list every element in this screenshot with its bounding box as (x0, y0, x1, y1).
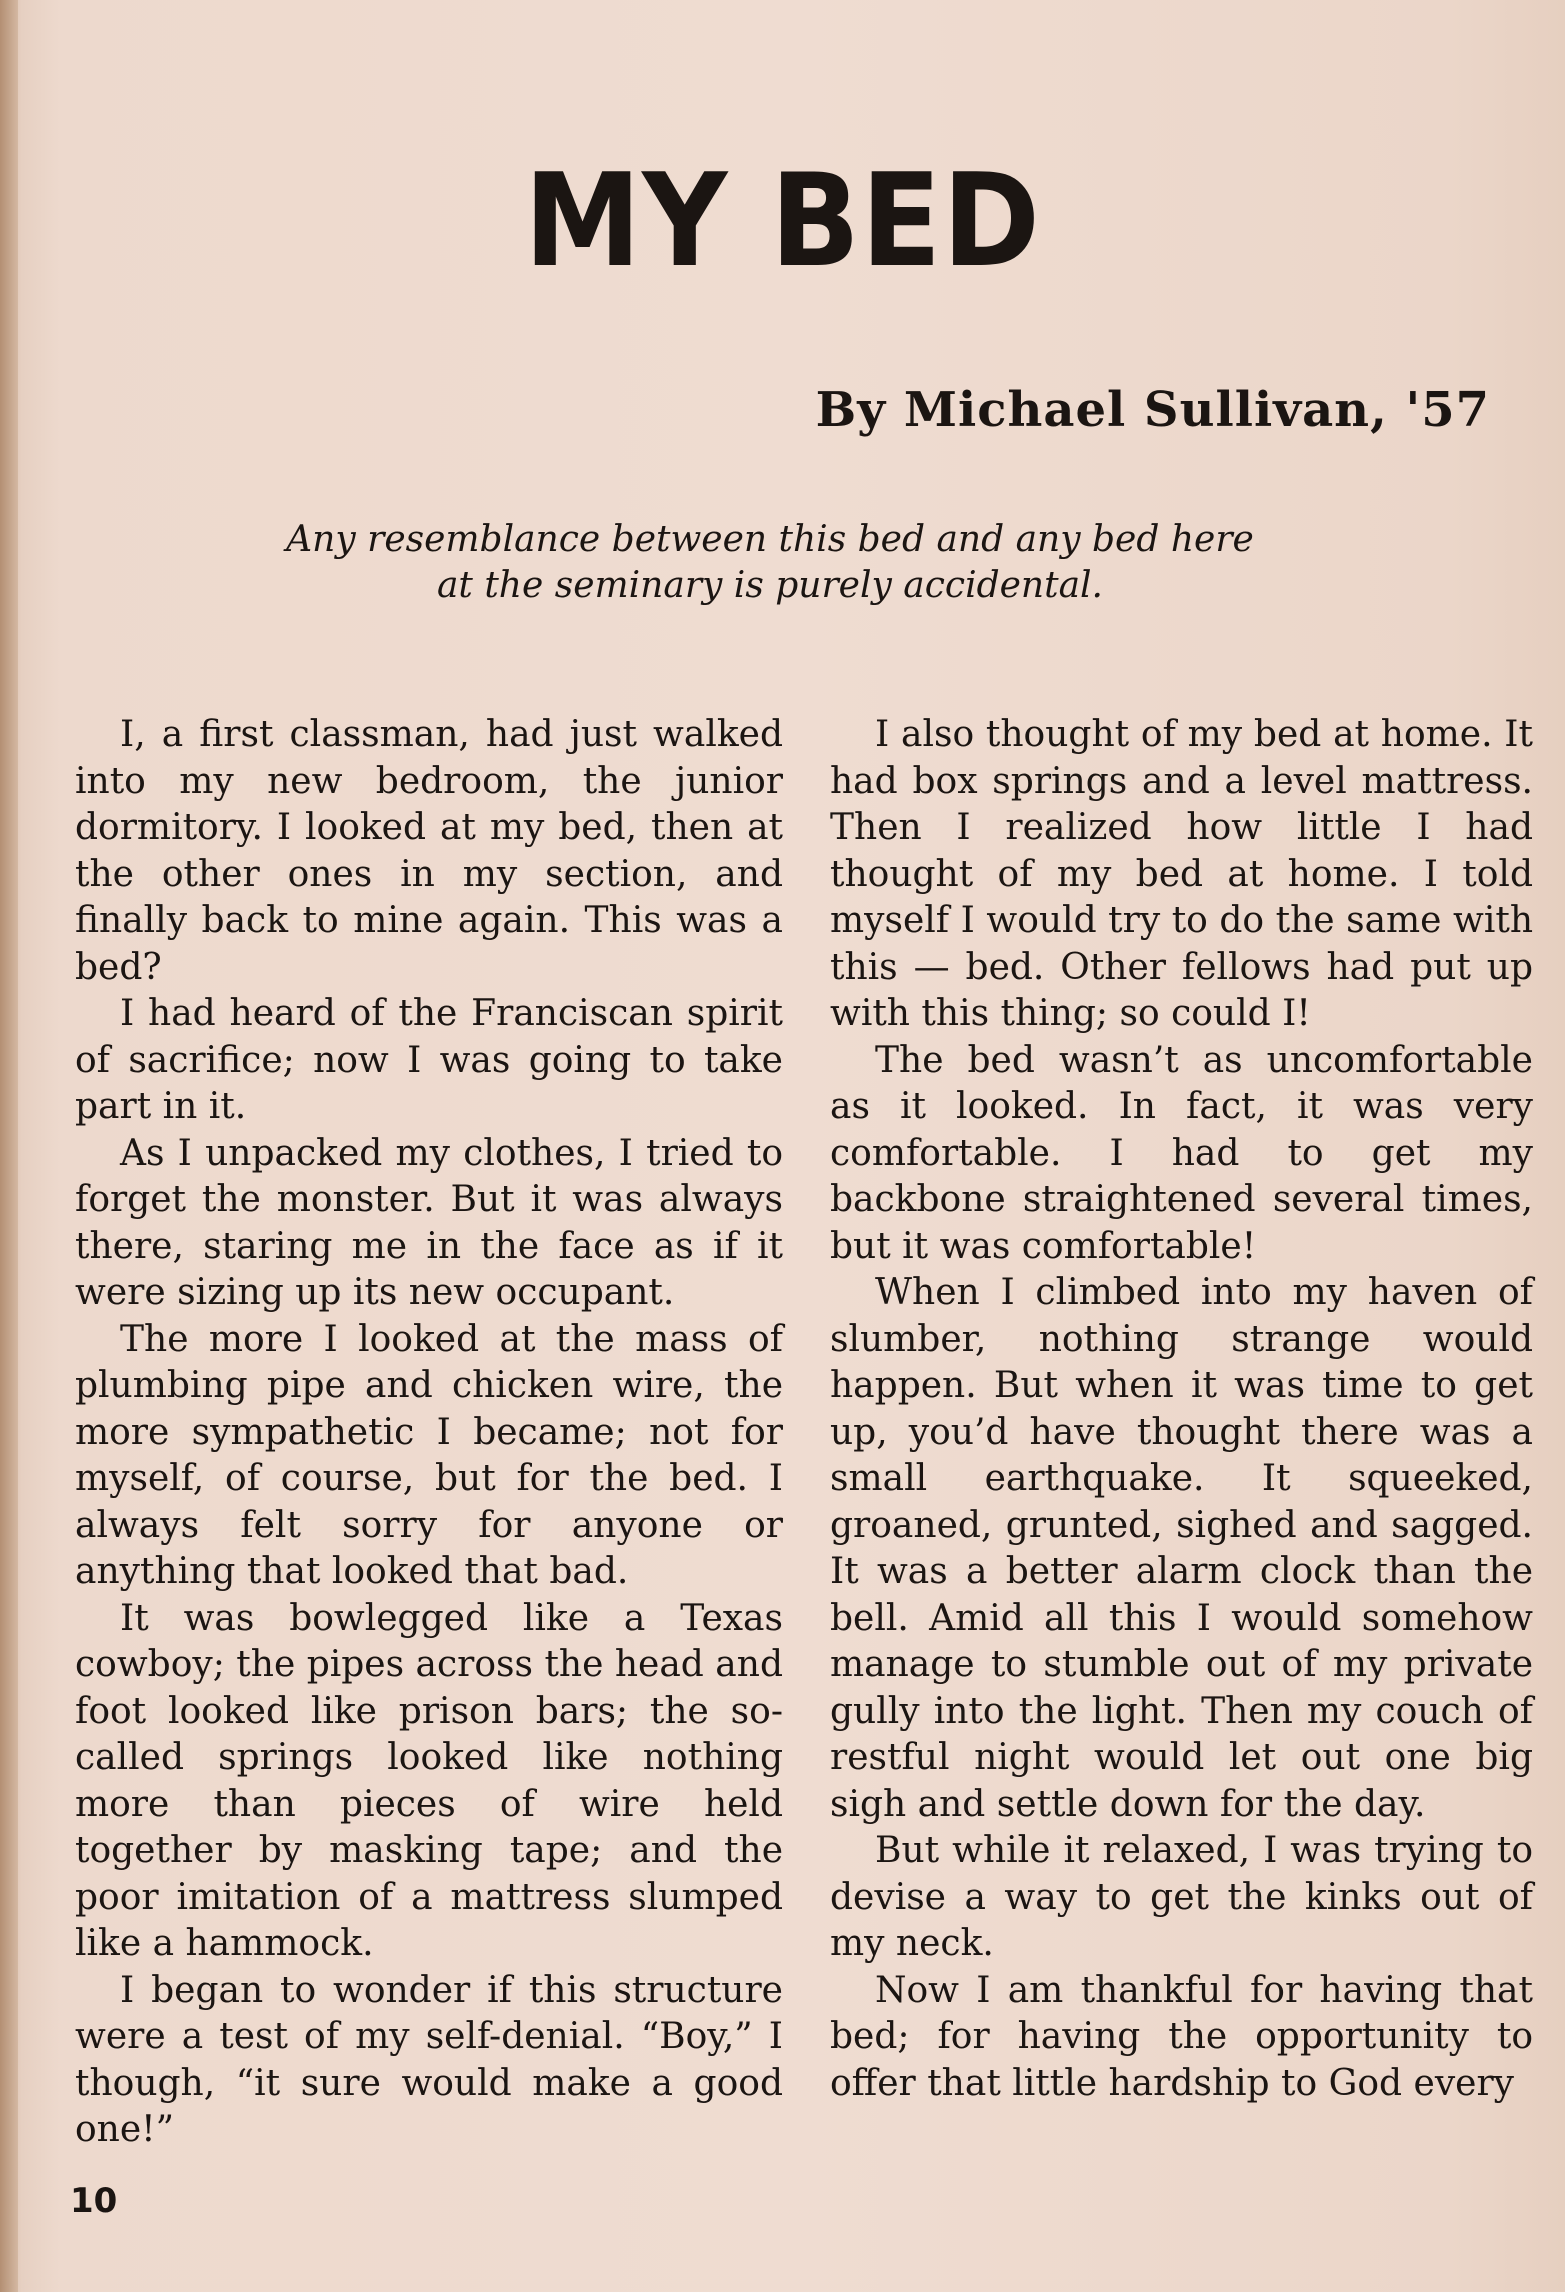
subtitle-line-1: Any resemblance between this bed and any bed here (286, 519, 1254, 560)
article-title: MY BED (524, 147, 1041, 296)
subtitle-line-2: at the seminary is purely accidental. (436, 565, 1104, 606)
page-number: 10 (70, 2181, 118, 2221)
paragraph: When I climbed into my haven of slumber, nothing strange would happen. But when it was time to get up, you’d have thought there was a small earthquake. It squeeked, groaned, grunted, sighed and sagged. It was a better alarm clock than the bell. Amid all this I would somehow manage to stumble out of my private gully into the light. Then my couch of restful night would let out one big sigh and settle down for the day. (830, 1272, 1533, 1825)
right-column (830, 712, 1533, 2107)
page-spine (0, 0, 18, 2292)
paragraph: I had heard of the Franciscan spirit of sacrifice; now I was going to take part in it. (75, 993, 783, 1127)
paragraph: It was bowlegged like a Texas cowboy; the pipes across the head and foot looked like prison bars; the so-called springs looked like nothing more than pieces of wire held together by masking tape; and the poor imitation of a mattress slumped like a hammock. (75, 1597, 783, 1964)
paragraph: As I unpacked my clothes, I tried to forget the monster. But it was always there, staring me in the face as if it were sizing up its new occupant. (75, 1132, 783, 1313)
article-byline: By Michael Sullivan, '57 (815, 382, 1490, 438)
paragraph: I began to wonder if this structure were a test of my self-denial. “Boy,” I though, “it sure would make a good one!” (75, 1969, 783, 2150)
paragraph: The bed wasn’t as uncomfortable as it looked. In fact, it was very comfortable. I had to get my backbone straightened several times, but it was comfortable! (830, 1039, 1533, 1267)
paragraph: I, a first classman, had just walked into my new bedroom, the junior dormitory. I looked at my bed, then at the other ones in my section, and finally back to mine again. This was a bed? (75, 714, 783, 988)
article-subtitle (250, 517, 1290, 609)
paragraph: Now I am thankful for having that bed; for having the opportunity to offer that little hardship to God every (830, 1969, 1533, 2104)
paragraph: I also thought of my bed at home. It had box springs and a level mattress. Then I realized how little I had thought of my bed at home. I told myself I would try to do the same with this — bed. Other fellows had put up with this thing; so could I! (830, 714, 1533, 1034)
paragraph: But while it relaxed, I was trying to devise a way to get the kinks out of my neck. (830, 1830, 1533, 1964)
paragraph: The more I looked at the mass of plumbing pipe and chicken wire, the more sympathetic I became; not for myself, of course, but for the bed. I always felt sorry for anyone or anything that looked that bad. (75, 1318, 783, 1592)
left-column (75, 712, 783, 2154)
